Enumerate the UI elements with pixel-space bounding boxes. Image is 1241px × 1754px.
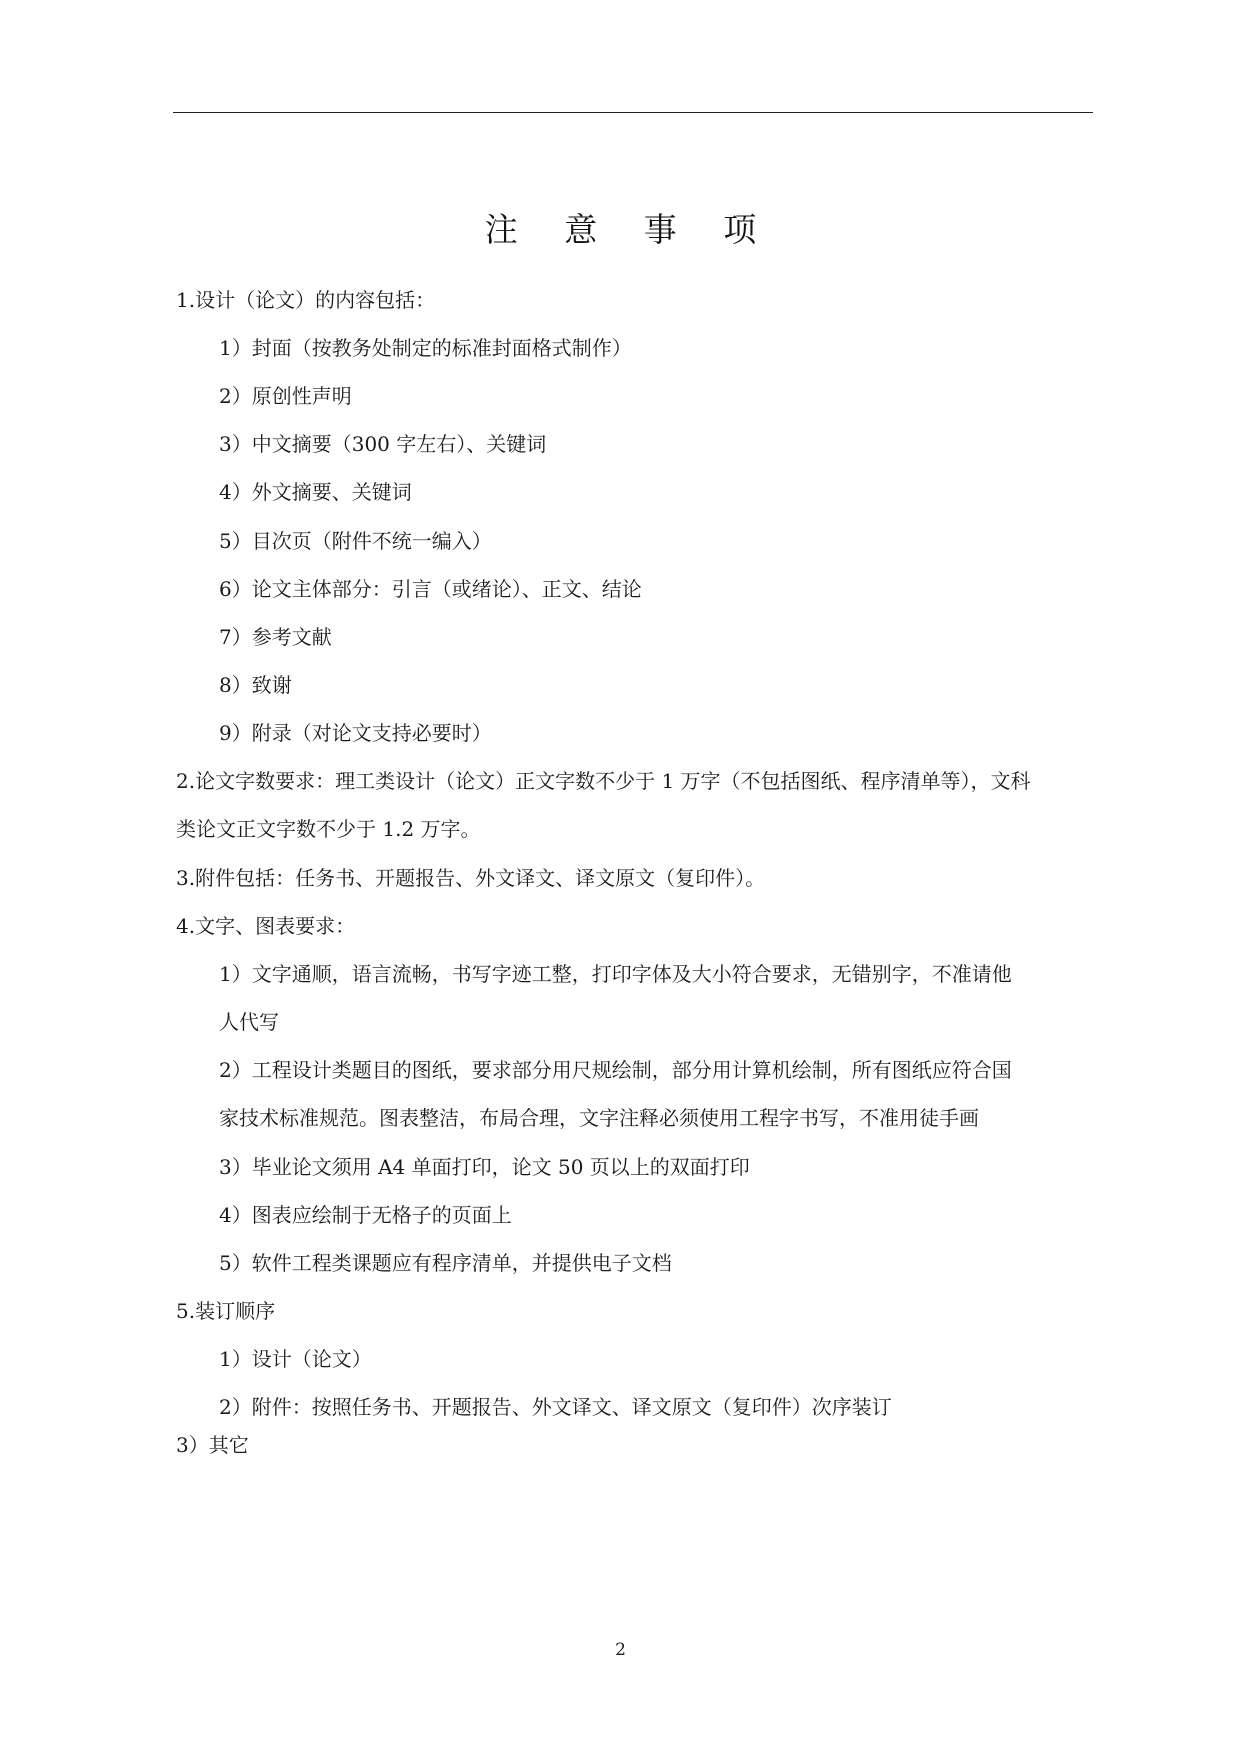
list-item: 1）封面（按教务处制定的标准封面格式制作） [219, 336, 632, 360]
page-title: 注 意 事 项 [484, 210, 775, 249]
list-item: 2）工程设计类题目的图纸，要求部分用尺规绘制，部分用计算机绘制，所有图纸应符合国 [219, 1058, 1012, 1082]
section-2-text: 2.论文字数要求：理工类设计（论文）正文字数不少于 1 万字（不包括图纸、程序清单等），文科 [176, 769, 1031, 793]
list-item: 2）附件：按照任务书、开题报告、外文译文、译文原文（复印件）次序装订 [219, 1395, 892, 1419]
list-item: 3）毕业论文须用 A4 单面打印，论文 50 页以上的双面打印 [219, 1155, 750, 1179]
list-item: 2）原创性声明 [219, 384, 352, 408]
list-item: 8）致谢 [219, 673, 292, 697]
page-number: 2 [615, 1640, 626, 1660]
header-rule [173, 112, 1093, 113]
list-item: 5）目次页（附件不统一编入） [219, 529, 492, 553]
list-item: 7）参考文献 [219, 625, 332, 649]
list-item-continued: 人代写 [219, 1010, 279, 1034]
section-5-heading: 5.装订顺序 [176, 1299, 276, 1323]
list-item: 9）附录（对论文支持必要时） [219, 721, 492, 745]
list-item-continued: 家技术标准规范。图表整洁，布局合理，文字注释必须使用工程字书写，不准用徒手画 [219, 1106, 979, 1130]
list-item: 3）其它 [176, 1433, 249, 1457]
list-item: 1）设计（论文） [219, 1347, 372, 1371]
section-3-text: 3.附件包括：任务书、开题报告、外文译文、译文原文（复印件）。 [176, 866, 766, 890]
list-item: 1）文字通顺，语言流畅，书写字迹工整，打印字体及大小符合要求，无错别字，不准请他 [219, 962, 1012, 986]
list-item: 6）论文主体部分：引言（或绪论）、正文、结论 [219, 577, 642, 601]
section-4-heading: 4.文字、图表要求： [176, 914, 356, 938]
list-item: 4）图表应绘制于无格子的页面上 [219, 1203, 512, 1227]
list-item: 5）软件工程类课题应有程序清单，并提供电子文档 [219, 1251, 672, 1275]
list-item: 3）中文摘要（300 字左右）、关键词 [219, 432, 547, 456]
list-item: 4）外文摘要、关键词 [219, 480, 412, 504]
section-1-heading: 1.设计（论文）的内容包括： [176, 288, 436, 312]
section-2-text-continued: 类论文正文字数不少于 1.2 万字。 [176, 817, 481, 841]
